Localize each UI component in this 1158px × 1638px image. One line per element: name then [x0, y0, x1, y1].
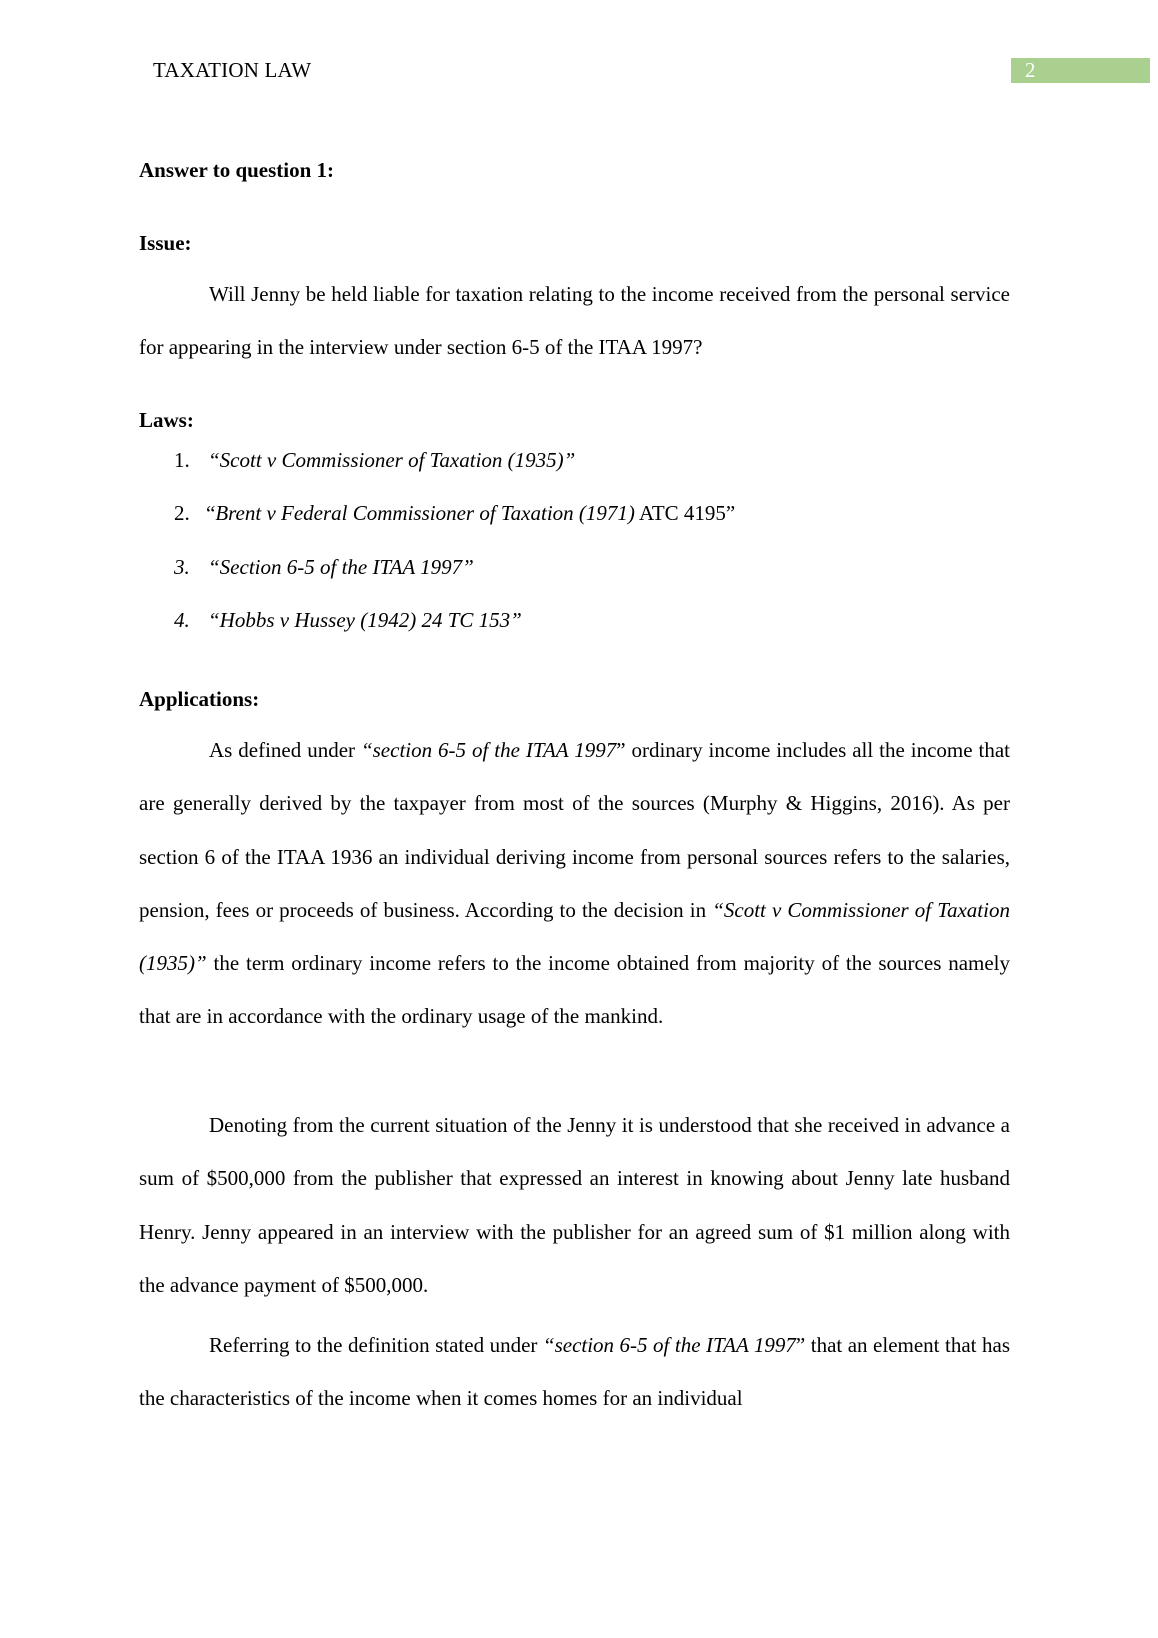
case-citation: “Scott v Commissioner of Taxation (1935)” — [139, 897, 1010, 976]
text-run: Referring to the definition stated under — [209, 1333, 543, 1357]
issue-paragraph: Will Jenny be held liable for taxation relating to the income received from the personal service for appearing in the interview under section 6-5 of the ITAA 1997? — [139, 282, 1010, 360]
text-run: ” that an element that has the characteristics of the income when it comes homes for an individual — [139, 1333, 1010, 1411]
applications-paragraph-3 — [139, 1319, 1010, 1426]
applications-paragraph-1 — [139, 724, 1010, 1044]
list-item-text — [206, 499, 735, 527]
applications-heading: Applications: — [139, 687, 260, 711]
laws-heading: Laws: — [139, 408, 194, 432]
list-item-text — [208, 446, 575, 474]
list-item-number: 2. — [174, 501, 190, 526]
text-run: ” ordinary income includes all the income that are generally derived by the taxpayer from most of the sources (Murphy & Higgins, 2016). As per section 6 of the ITAA 1936 an individual deriving income from personal sources refers to the salaries, pension, fees or proceeds of business. According to the decision in — [139, 738, 1010, 922]
applications-paragraph-2: Denoting from the current situation of the Jenny it is understood that she received in advance a sum of $500,000 from the publisher that expressed an interest in knowing about Jenny late husband Henry. Jenny appeared in an interview with the publisher for an agreed sum of $1 million along with the advance payment of $500,000. — [139, 1113, 1010, 1297]
citation-tail: ATC 4195” — [634, 501, 736, 526]
list-item-text — [208, 606, 522, 634]
text-run: As defined under — [209, 738, 361, 762]
text-run: the term ordinary income refers to the income obtained from majority of the sources namely that are in accordance with the ordinary usage of the mankind. — [139, 951, 1010, 1029]
list-item-number: 3. — [174, 554, 190, 579]
list-item-number: 4. — [174, 607, 190, 632]
case-citation: “Scott v Commissioner of Taxation (1935)” — [208, 448, 576, 472]
list-item-number: 1. — [174, 448, 190, 472]
list-item-text — [208, 553, 474, 581]
answer-heading: Answer to question 1: — [139, 158, 335, 182]
open-quote: “ — [206, 501, 216, 526]
header-title: TAXATION LAW — [153, 58, 312, 82]
statute-citation: “Section 6-5 of the ITAA 1997” — [208, 554, 474, 579]
page-number-badge: 2 — [1011, 58, 1150, 83]
statute-citation: “section 6-5 of the ITAA 1997 — [542, 1333, 796, 1357]
statute-citation: “section 6-5 of the ITAA 1997 — [360, 738, 617, 762]
list-item — [139, 607, 1010, 683]
case-citation: Brent v Federal Commissioner of Taxation (1971) — [215, 501, 635, 526]
issue-heading: Issue: — [139, 231, 192, 255]
case-citation: “Hobbs v Hussey (1942) 24 TC 153” — [208, 607, 522, 632]
laws-list — [139, 448, 1010, 683]
